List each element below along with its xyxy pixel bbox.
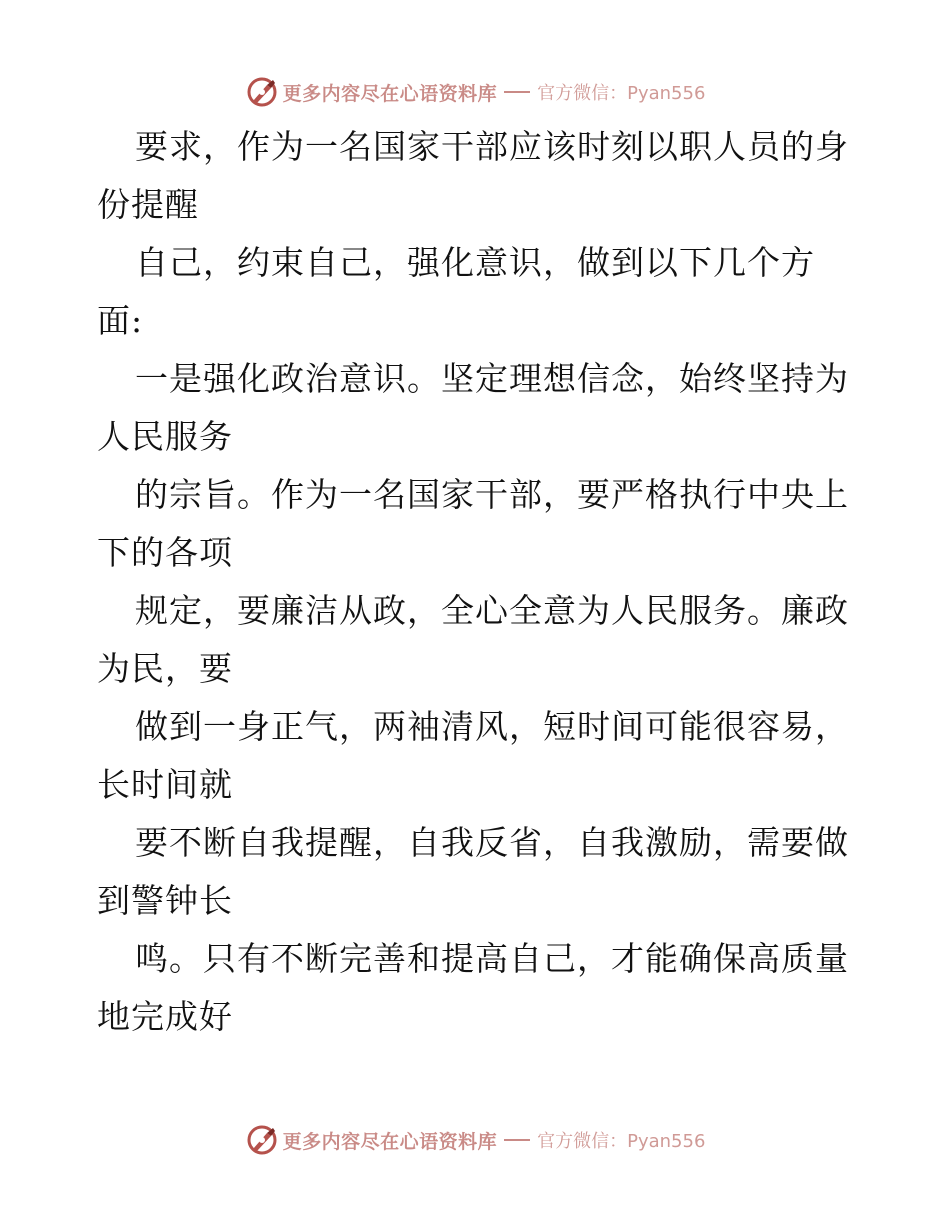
footer-wechat-text: 官方微信：Pyan556 [537, 1131, 706, 1152]
body-line: 地完成好 [97, 997, 233, 1036]
body-line: 鸣。只有不断完善和提高自己，才能确保高质量 [135, 939, 849, 978]
header-separator [504, 91, 530, 93]
document-body [97, 118, 857, 1046]
body-line: 人民服务 [97, 417, 233, 456]
body-line: 到警钟长 [97, 881, 233, 920]
body-line: 要不断自我提醒，自我反省，自我激励，需要做 [135, 823, 849, 862]
pen-circle-logo-icon [245, 75, 279, 109]
header-wechat-text: 官方微信：Pyan556 [537, 83, 706, 104]
body-line: 长时间就 [97, 765, 233, 804]
header-banner [0, 72, 950, 112]
body-line: 面: [97, 301, 144, 340]
body-line: 的宗旨。作为一名国家干部，要严格执行中央上 [135, 475, 849, 514]
body-line: 份提醒 [97, 185, 199, 224]
body-line: 下的各项 [97, 533, 233, 572]
footer-banner-content [245, 1123, 706, 1157]
footer-banner [0, 1120, 950, 1160]
body-line: 要求，作为一名国家干部应该时刻以职人员的身 [135, 127, 849, 166]
body-line: 自己，约束自己，强化意识，做到以下几个方 [135, 243, 815, 282]
header-brand-text: 更多内容尽在心语资料库 [282, 82, 498, 105]
body-line: 一是强化政治意识。坚定理想信念，始终坚持为 [135, 359, 849, 398]
footer-separator [504, 1139, 530, 1141]
pen-circle-logo-icon [245, 1123, 279, 1157]
body-line: 为民，要 [97, 649, 233, 688]
body-line: 规定，要廉洁从政，全心全意为人民服务。廉政 [135, 591, 849, 630]
header-banner-content [245, 75, 706, 109]
body-line: 做到一身正气，两袖清风，短时间可能很容易， [135, 707, 849, 746]
footer-brand-text: 更多内容尽在心语资料库 [282, 1130, 498, 1153]
